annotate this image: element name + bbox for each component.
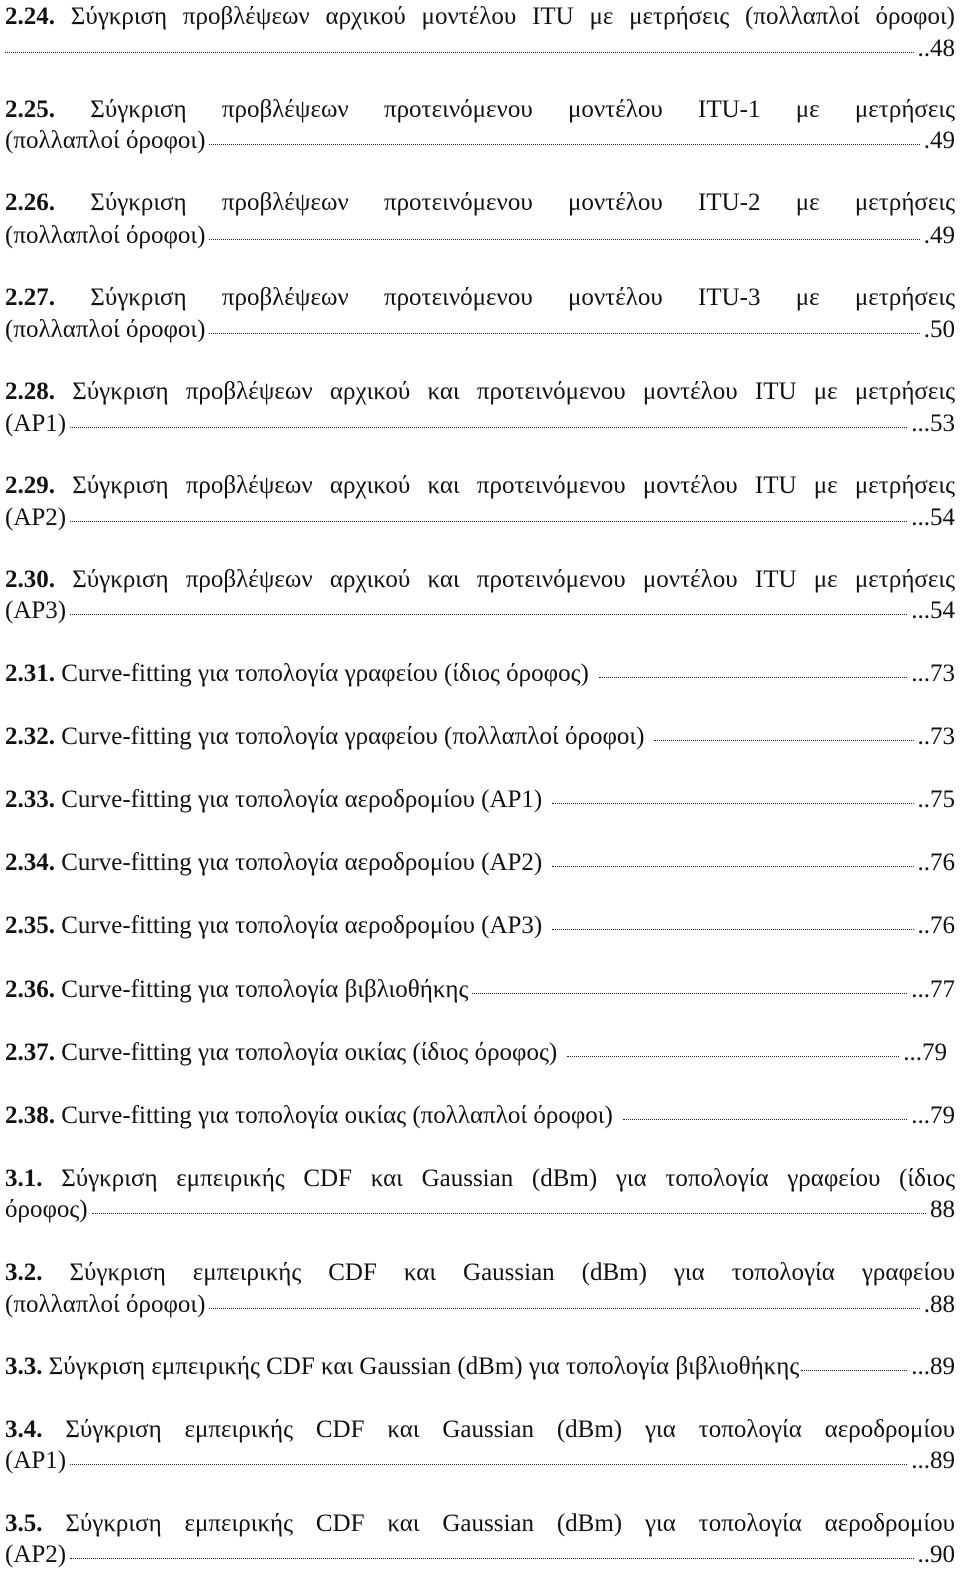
entry-number: 2.25. — [5, 96, 55, 123]
toc-entry-2-32 — [5, 722, 955, 752]
entry-title-cont: (AP2) — [5, 1541, 67, 1568]
toc-entry-2-29 — [5, 471, 955, 501]
entry-number: 2.34. — [5, 849, 55, 876]
toc-entry-3-4-cont — [5, 1446, 955, 1476]
entry-number: 3.2. — [5, 1259, 43, 1286]
entry-number: 2.33. — [5, 786, 55, 813]
entry-title: Σύγκριση προβλέψεων αρχικού και προτεινόμενου μοντέλου ITU με μετρήσεις — [72, 378, 956, 405]
toc-entry-2-24 — [5, 2, 955, 32]
entry-page: ..76 — [917, 849, 955, 876]
entry-title: Σύγκριση εμπειρικής CDF και Gaussian (dBm) για τοπολογία γραφείου — [69, 1259, 955, 1286]
entry-number: 3.3. — [5, 1353, 43, 1380]
entry-number: 2.38. — [5, 1102, 55, 1129]
entry-page: .49 — [923, 127, 955, 154]
dot-leader — [552, 866, 913, 867]
entry-number: 2.24. — [5, 3, 55, 30]
dot-leader — [70, 427, 907, 428]
entry-title: Σύγκριση εμπειρικής CDF και Gaussian (dBm) για τοπολογία αεροδρομίου — [65, 1510, 955, 1537]
entry-title: Curve-fitting για τοπολογία βιβλιοθήκης — [61, 976, 469, 1003]
entry-page: ..75 — [917, 786, 955, 813]
toc-entry-2-31 — [5, 659, 955, 689]
toc-entry-2-28 — [5, 377, 955, 407]
entry-title: Σύγκριση εμπειρικής CDF και Gaussian (dBm) για τοπολογία γραφείου (ίδιος — [61, 1165, 956, 1192]
toc-entry-2-34 — [5, 848, 955, 878]
dot-leader — [801, 1370, 907, 1371]
toc-entry-2-26 — [5, 188, 955, 218]
dot-leader — [70, 1464, 907, 1465]
entry-page: ...54 — [911, 597, 955, 624]
entry-page: ..76 — [917, 912, 955, 939]
entry-page: .88 — [923, 1291, 955, 1318]
entry-page: 88 — [930, 1196, 955, 1223]
entry-title-cont: (πολλαπλοί όροφοι) — [5, 222, 206, 249]
entry-page: ...89 — [911, 1353, 955, 1380]
dot-leader — [599, 677, 907, 678]
toc-entry-2-29-cont — [5, 503, 955, 533]
toc-entry-2-27 — [5, 283, 955, 313]
entry-page: ...79 — [911, 1102, 955, 1129]
entry-number: 2.27. — [5, 284, 55, 311]
entry-title: Σύγκριση προβλέψεων αρχικού μοντέλου ITU με μετρήσεις (πολλαπλοί όροφοι) — [70, 3, 955, 30]
entry-page: ...79 — [903, 1039, 947, 1066]
dot-leader — [552, 803, 913, 804]
entry-title: Curve-fitting για τοπολογία γραφείου (πολλαπλοί όροφοι) — [61, 723, 645, 750]
entry-title: Curve-fitting για τοπολογία αεροδρομίου (AP3) — [61, 912, 543, 939]
dot-leader — [654, 740, 913, 741]
toc-entry-3-5-cont — [5, 1540, 955, 1570]
dot-leader — [209, 239, 919, 240]
entry-title-cont: (πολλαπλοί όροφοι) — [5, 1291, 206, 1318]
entry-title-cont: (πολλαπλοί όροφοι) — [5, 316, 206, 343]
entry-page: ...77 — [911, 976, 955, 1003]
entry-title-cont: (AP1) — [5, 410, 67, 437]
entry-page: ...54 — [911, 504, 955, 531]
dot-leader — [623, 1119, 907, 1120]
toc-entry-2-24-leader — [5, 34, 955, 64]
toc-entry-2-30 — [5, 565, 955, 595]
entry-number: 2.36. — [5, 976, 55, 1003]
entry-number: 2.37. — [5, 1039, 55, 1066]
entry-page: ..73 — [917, 723, 955, 750]
entry-title: Σύγκριση εμπειρικής CDF και Gaussian (dBm) για τοπολογία αεροδρομίου — [65, 1416, 955, 1443]
toc-entry-2-30-cont — [5, 596, 955, 626]
toc-entry-2-35 — [5, 911, 955, 941]
dot-leader — [70, 1558, 913, 1559]
entry-title: Σύγκριση προβλέψεων αρχικού και προτεινόμενου μοντέλου ITU με μετρήσεις — [72, 566, 956, 593]
entry-title-cont: (AP2) — [5, 504, 67, 531]
dot-leader — [92, 1213, 926, 1214]
toc-entry-3-5 — [5, 1509, 955, 1539]
entry-page: ...73 — [911, 660, 955, 687]
entry-page: ..48 — [917, 35, 955, 62]
entry-page: ..90 — [917, 1541, 955, 1568]
toc-entry-3-2 — [5, 1258, 955, 1288]
entry-page: ...53 — [911, 410, 955, 437]
entry-number: 2.30. — [5, 566, 55, 593]
toc-entry-2-27-cont — [5, 315, 955, 345]
entry-title: Curve-fitting για τοπολογία οικίας (πολλαπλοί όροφοι) — [61, 1102, 613, 1129]
entry-number: 2.35. — [5, 912, 55, 939]
dot-leader — [70, 521, 907, 522]
entry-title: Σύγκριση προβλέψεων προτεινόμενου μοντέλου ITU-2 με μετρήσεις — [90, 189, 955, 216]
entry-page: .50 — [923, 316, 955, 343]
entry-title: Σύγκριση εμπειρικής CDF και Gaussian (dBm) για τοπολογία βιβλιοθήκης — [48, 1353, 800, 1380]
dot-leader — [209, 144, 919, 145]
toc-entry-3-3 — [5, 1352, 955, 1382]
entry-number: 2.31. — [5, 660, 55, 687]
dot-leader — [209, 333, 919, 334]
entry-title: Σύγκριση προβλέψεων προτεινόμενου μοντέλου ITU-3 με μετρήσεις — [90, 284, 955, 311]
entry-number: 2.29. — [5, 472, 55, 499]
entry-title-cont: (AP1) — [5, 1447, 67, 1474]
dot-leader — [567, 1056, 899, 1057]
entry-number: 2.28. — [5, 378, 55, 405]
toc-entry-3-4 — [5, 1415, 955, 1445]
dot-leader — [5, 52, 914, 53]
toc-entry-2-25 — [5, 95, 955, 125]
entry-number: 3.1. — [5, 1165, 43, 1192]
toc-entry-3-2-cont — [5, 1290, 955, 1320]
toc-entry-2-33 — [5, 785, 955, 815]
entry-title: Curve-fitting για τοπολογία γραφείου (ίδιος όροφος) — [61, 660, 589, 687]
entry-title: Σύγκριση προβλέψεων προτεινόμενου μοντέλου ITU-1 με μετρήσεις — [90, 96, 955, 123]
entry-title: Curve-fitting για τοπολογία οικίας (ίδιος όροφος) — [61, 1039, 558, 1066]
entry-title-cont: (πολλαπλοί όροφοι) — [5, 127, 206, 154]
entry-page: ...89 — [911, 1447, 955, 1474]
toc-entry-2-26-cont — [5, 221, 955, 251]
dot-leader — [70, 614, 907, 615]
entry-title-cont: όροφος) — [5, 1196, 88, 1223]
toc-entry-3-1-cont — [5, 1195, 955, 1225]
entry-title: Curve-fitting για τοπολογία αεροδρομίου (AP2) — [61, 849, 543, 876]
dot-leader — [209, 1308, 919, 1309]
dot-leader — [472, 993, 907, 994]
entry-number: 2.26. — [5, 189, 55, 216]
toc-entry-2-36 — [5, 975, 955, 1005]
toc-entry-2-25-cont — [5, 126, 955, 156]
entry-number: 3.4. — [5, 1416, 43, 1443]
dot-leader — [552, 929, 913, 930]
toc-entry-3-1 — [5, 1164, 955, 1194]
entry-title: Σύγκριση προβλέψεων αρχικού και προτεινόμενου μοντέλου ITU με μετρήσεις — [72, 472, 956, 499]
toc-entry-2-38 — [5, 1101, 955, 1131]
toc-entry-2-37 — [5, 1038, 947, 1068]
entry-number: 3.5. — [5, 1510, 43, 1537]
toc-entry-2-28-cont — [5, 409, 955, 439]
entry-title: Curve-fitting για τοπολογία αεροδρομίου (AP1) — [61, 786, 543, 813]
entry-title-cont: (AP3) — [5, 597, 67, 624]
entry-page: .49 — [923, 222, 955, 249]
entry-number: 2.32. — [5, 723, 55, 750]
